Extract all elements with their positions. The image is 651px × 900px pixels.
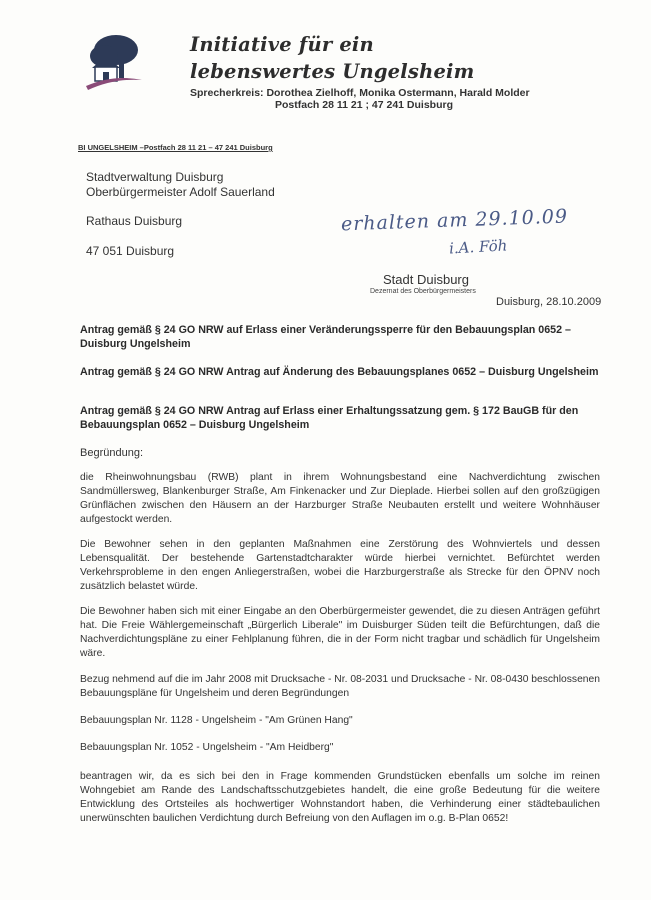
- body-paragraph: Die Bewohner haben sich mit einer Eingabe an den Oberbürgermeister gewendet, die zu diesen Anträgen geführt hat. Die Freie Wählergemeinschaft „Bürgerlich Liberale" im Duisburger Süden teilt die Befürchtungen, daß die Nachverdichtungspläne zu einer Fehlplanung führen, die in der Form nicht tragbar und schädlich für Ungelsheim wäre.: [80, 606, 600, 659]
- body-paragraph: Die Bewohner sehen in den geplanten Maßnahmen eine Zerstörung des Wohnviertels und dessen Lebensqualität. Der bestehende Gartenstadtcharakter würde hierbei vernichtet. Befürchtet werden Verkehrsprobleme in den engen Anliegerstraßen, wobei die Harzburgerstraße als Strecke für den ÖPNV noch zusätzlich belastet würde.: [80, 539, 600, 592]
- place-date: Duisburg, 28.10.2009: [496, 296, 602, 308]
- request-2: Antrag gemäß § 24 GO NRW Antrag auf Änderung des Bebauungsplanes 0652 – Duisburg Ungelsheim: [80, 366, 599, 378]
- body-paragraph: Bezug nehmend auf die im Jahr 2008 mit Drucksache - Nr. 08-2031 und Drucksache - Nr. 08-0430 beschlossenen Bebauungspläne für Ungelsheim und deren Begründungen: [80, 674, 600, 699]
- org-name-line2: lebenswertes Ungelsheim: [190, 60, 475, 83]
- receiver-name: Stadt Duisburg: [383, 272, 469, 287]
- org-name-line1: Initiative für ein: [190, 33, 374, 56]
- speakers-line: Sprecherkreis: Dorothea Zielhoff, Monika Ostermann, Harald Molder: [190, 87, 530, 99]
- recipient-line1: Stadtverwaltung Duisburg: [86, 170, 224, 184]
- postbox-line: Postfach 28 11 21 ; 47 241 Duisburg: [275, 99, 453, 111]
- plan-reference-1: Bebauungsplan Nr. 1128 - Ungelsheim - "Am Grünen Hang": [80, 715, 353, 726]
- house-tree-logo-icon: [84, 34, 144, 92]
- body-paragraph: beantragen wir, da es sich bei den in Frage kommenden Grundstücken ebenfalls um solche im reinen Wohngebiet am Rande des Landschaftsschutzgebietes handelt, die eine große Bedeutung für die weitere Entwicklung des Ortsteiles als hochwertiger Wohnstandort haben, die Verhinderung einer städtebaulichen unerwünschten baulichen Verdichtung durch Befreiung von den Auflagen im o.g. B-Plan 0652!: [80, 771, 600, 824]
- body-paragraph: die Rheinwohnungsbau (RWB) plant in ihrem Wohnungsbestand eine Nachverdichtung zwischen Sandmüllersweg, Blankenburger Straße, Am Finkenacker und Zur Dieplade. Hierbei sollen auf den großzügigen Grünflächen zwischen den Häusern an der Harzburger Straße Neubauten erstellt und weitere Wohnhäuser aufgestockt werden.: [80, 472, 600, 525]
- recipient-line4: 47 051 Duisburg: [86, 244, 175, 258]
- request-3: Antrag gemäß § 24 GO NRW Antrag auf Erlass einer Erhaltungssatzung gem. § 172 BauGB für den Bebauungsplan 0652 – Duisburg Ungelsheim: [80, 405, 579, 431]
- svg-text:erhalten am 29.10.09: erhalten am 29.10.09: [340, 205, 569, 236]
- justification-heading: Begründung:: [80, 447, 143, 459]
- receiver-department: Dezernat des Oberbürgermeisters: [370, 288, 476, 295]
- svg-text:i.A. Föh: i.A. Föh: [448, 236, 508, 258]
- handwritten-receipt-note: [337, 202, 597, 258]
- recipient-line3: Rathaus Duisburg: [86, 214, 183, 228]
- recipient-line2: Oberbürgermeister Adolf Sauerland: [86, 185, 275, 199]
- return-address: BI UNGELSHEIM –Postfach 28 11 21 – 47 241 Duisburg: [78, 143, 273, 152]
- request-1: Antrag gemäß § 24 GO NRW auf Erlass einer Veränderungssperre für den Bebauungsplan 0652 – Duisburg Ungelsheim: [80, 324, 571, 350]
- plan-reference-2: Bebauungsplan Nr. 1052 - Ungelsheim - "Am Heidberg": [80, 742, 334, 753]
